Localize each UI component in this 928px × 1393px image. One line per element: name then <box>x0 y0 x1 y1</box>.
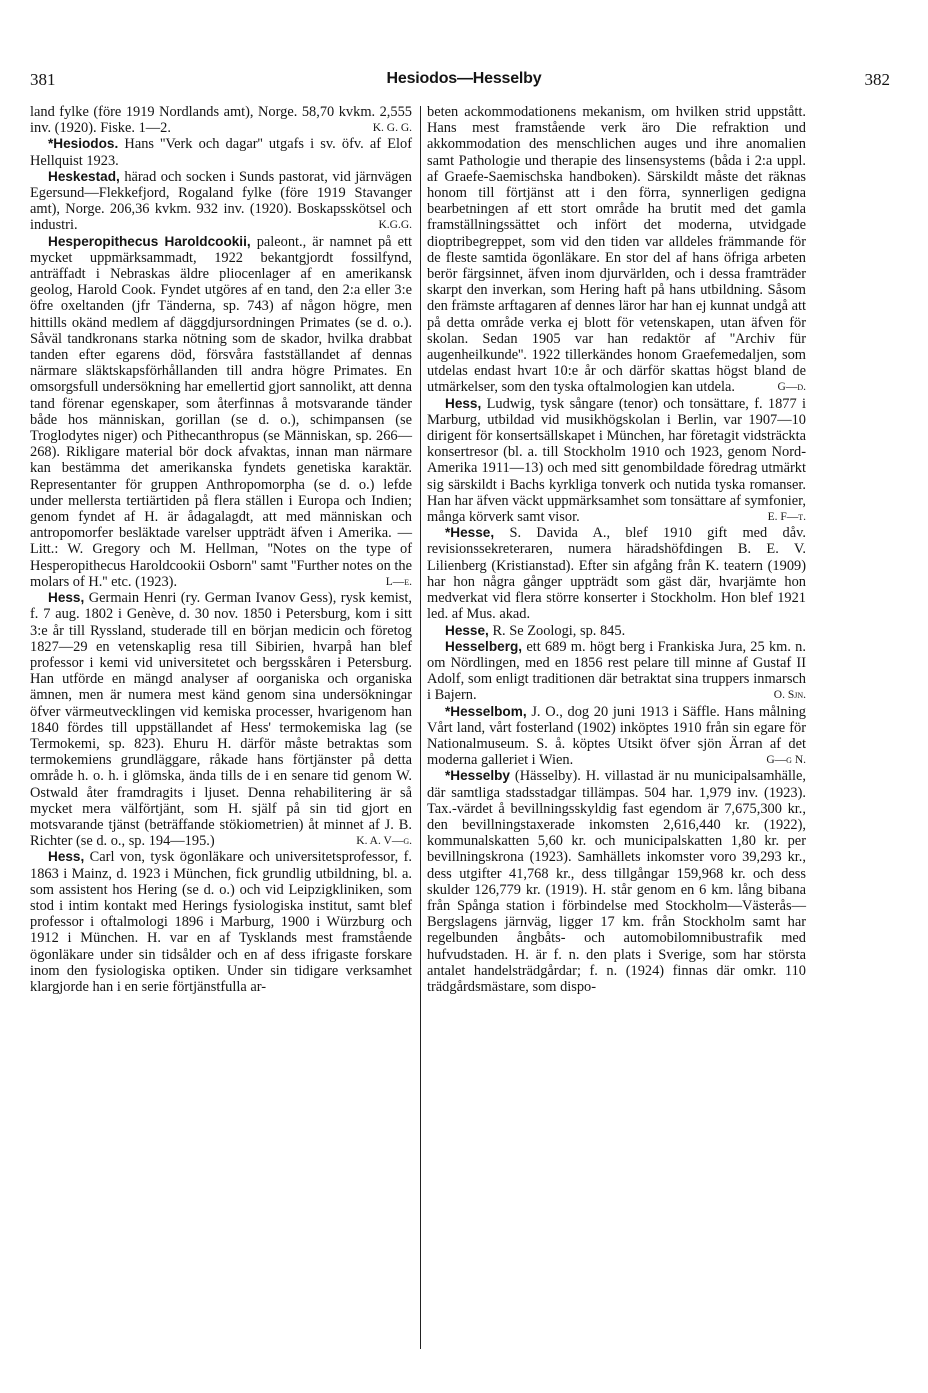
article-entry <box>30 234 412 590</box>
entry-text: S. Davida A., blef 1910 gift med dåv. revisionssekreteraren, numera häradshöfdingen B. E. V. Lilienberg (Kristianstad). Efter sin afgång från K. teatern (1909) har hon några gånger uppträdt som gäst där, hvarjämte hon medverkat vid flera större konserter i Stockholm. Hon blef 1921 led. af Mus. akad. <box>427 525 806 623</box>
entry-text: Hans ''Verk och dagar'' utgafs i sv. öfv. af Elof Hellquist 1923. <box>30 136 412 169</box>
article-entry <box>30 104 412 136</box>
column-divider <box>420 106 421 1349</box>
entry-text: (Hässelby). H. villastad är nu municipalsamhälle, där samtliga stadsstadgar tillämpas. 504 har. 1,979 inv. (1923). Tax.-värdet å bevillningsskyldig fast egendom är 7,675,300 kr., den bevillningstaxerade inkomsten 2,616,440 kr. (1922), kommunalskatten 5,60 kr. och municipalskatten 1,80 kr. per bevillningskrona (1923). Samhällets inkomster voro 39,293 kr., dess utgifter 41,768 kr., dess tillgångar 159,968 kr. och dess skulder 126,779 kr. (1919). H. står genom en 6 km. lång bibana från Spånga station i förbindelse med Stockholm—Västerås—Bergslagens järnväg, ligger 17 km. från Stockholm samt har regelbunden ångbåts- och automobilomnibustrafik med hufvudstaden. H. är f. n. den plats i Sverige, som har största antalet handelsträdgårdar; f. n. (1924) finnas där omkr. 110 trädgårdsmästare, som dispo- <box>427 768 806 995</box>
entry-headword: Hesselberg, <box>445 638 523 654</box>
author-signature: E. F—t. <box>767 511 806 524</box>
author-signature: G—g N. <box>766 754 806 767</box>
article-entry <box>427 525 806 622</box>
author-signature: O. Sjn. <box>773 689 806 702</box>
entry-text: ett 689 m. högt berg i Frankiska Jura, 25 km. n. om Nördlingen, med en 1856 rest pelare till minne af Gustaf II Adolf, som enligt traditionen där betraktat sina truppers inmarsch i Bajern. <box>427 638 806 704</box>
entry-headword: *Hesiodos. <box>48 136 119 152</box>
entry-headword: Hess, <box>445 395 482 411</box>
article-entry <box>30 590 412 849</box>
article-entry <box>30 849 412 995</box>
article-entry <box>427 104 806 396</box>
entry-text: land fylke (före 1919 Nordlands amt), Norge. 58,70 kvkm. 2,555 inv. (1920). Fiske. 1—2. <box>30 104 412 137</box>
author-signature: G—d. <box>777 381 806 394</box>
article-entry <box>427 768 806 995</box>
entry-text: J. O., dog 20 juni 1913 i Säffle. Hans målning Vårt land, vårt fosterland (1902) inköptes 1910 från sin egare för Nationalmuseum. S. å. köptes Utsikt öfver sjön Ärran af det moderna galleriet i Wien. <box>427 703 806 769</box>
article-entry <box>427 704 806 769</box>
entry-headword: Hesperopithecus Haroldcookii, <box>48 233 251 249</box>
right-column <box>427 104 806 995</box>
article-entry <box>427 396 806 526</box>
article-entry <box>30 169 412 234</box>
author-signature: K. A. V—g. <box>356 835 412 848</box>
entry-headword: Hess, <box>48 849 85 865</box>
right-page-number: 382 <box>864 70 890 89</box>
author-signature: K.G.G. <box>378 219 412 232</box>
article-entry <box>427 623 806 639</box>
entry-headword: *Hesse, <box>445 525 495 541</box>
article-entry <box>30 136 412 168</box>
entry-headword: Hess, <box>48 590 85 606</box>
entry-text: paleont., är namnet på ett mycket uppmärksammadt, 1922 bekantgjordt fossilfynd, anträffadt i Nebraskas äldre pliocenlager af en amerikansk geolog, Harold Cook. Fyndet utgöres af en tand, den 2:a eller 3:e öfre oxeltanden (jfr Tänderna, sp. 743) af någon högre, men hittills okänd medlem af däggdjursordningen Primates (se d. o.). Såväl tandkronans starka nötning som de skador, hvilka drabbat tanden efter egarens död, försvåra fastställandet af dennas närmare släktskapsförhållanden till andra högre Primates. En omsorgsfull undersökning har emellertid gjort sannolikt, att denna tand förenar egenskaper, som återfinnas å motsvarande tänder både hos människan, gorillan (se d. o.), schimpansen (se Troglodytes niger) och Pithecanthropus (se Människan, sp. 266—268). Rikligare material bör dock afvaktas, innan man närmare kan bestämma det amerikanska fyndets genetiska karaktär. Representanter för gruppen Anthropomorpha (se d. o.) lefde under mellersta tertiärtiden på flera ställen i Europa och Indien; genom fyndet af H. är ådagalagdt, att med människan och antropomorfer besläktade varelser uppträdt äfven i Amerika. — Litt.: W. Gregory och M. Hellman, ''Notes on the type of Hesperopithecus Haroldcookii Osborn'' samt ''Further notes on the molars of H.'' etc. (1923). <box>30 233 412 590</box>
entry-text: beten ackommodationens mekanism, om hvilken strid uppstått. Hans mest framstående verk äro Die refraktion und akkommodation des menschlichen auges und ihre anomalien samt Pathologie und therapie des linsensystems (båda i 2:a uppl. af Graefe-Saemischska handboken). Särskildt måste det räknas honom till förtjänst att i den förra, synnerligen gedigna bearbetningen af ett stort område ha brutit med det gamla framställningssättet och infört det moderna, utvidgade dioptribegreppet, som vid den tiden var alldeles främmande för de fleste samtida ögonläkare. En stor del af hans öfriga arbeten berör färgsinnet, äfven inom djurvärlden, och i dessa framträder skarpt den inverkan, som Hering haft på hans utbildning. Såsom den främste arftagaren af dennes läror har han ej kunnat undgå att på detta område verka ej blott för vetenskapen, utan äfven för skolan. Sedan 1905 var han redaktör af ''Archiv für augenheilkunde''. 1922 tillerkändes honom Graefemedaljen, som utdelas endast hvart 10:e år och därför skattas högst bland de utmärkelser, som den tyska oftalmologien kan utdela. <box>427 104 806 396</box>
article-entry <box>427 639 806 704</box>
author-signature: K. G. G. <box>372 122 412 135</box>
left-page-number: 381 <box>30 70 56 89</box>
left-column <box>30 104 412 995</box>
entry-text: Carl von, tysk ögonläkare och universitetsprofessor, f. 1863 i Mainz, d. 1923 i München, fick grundlig utbildning, bl. a. som assistent hos Hering (se d. o.) och vid Leipzigkliniken, som stod i intim kontakt med Herings fysiologiska institut, samt blef professor i oftalmologi 1896 i Marburg, 1900 i Würzburg och 1912 i München. H. var en af Tysklands mest framstående ögonläkare under sin tidsålder och en af dess ifrigaste forskare inom den fysiologiska optiken. Under sin tidigare verksamhet klargjorde han i en serie förtjänstfulla ar- <box>30 849 412 995</box>
entry-headword: *Hesselbom, <box>445 703 527 719</box>
running-title: Hesiodos—Hesselby <box>386 70 542 87</box>
entry-headword: *Hesselby <box>445 768 510 784</box>
entry-text: Ludwig, tysk sångare (tenor) och tonsättare, f. 1877 i Marburg, utbildad vid musikhögskolan i Berlin, var 1907—10 dirigent för konsertsällskapet i München, har företagit vidsträckta konsertresor (bl. a. till Stockholm 1910 och 1923, genom Nord-Amerika 1911—13) och med sitt genombildade föredrag utmärkt sig särskildt i Bachs kyrkliga tonverk och nutida tyska romanser. Han har äfven väckt uppmärksamhet som tonsättare af symfonier, många körverk samt visor. <box>427 395 806 526</box>
entry-text: Germain Henri (ry. German Ivanov Gess), rysk kemist, f. 7 aug. 1802 i Genève, d. 30 nov. 1850 i Petersburg, kom i sitt 3:e år till Ryssland, studerade till en början medicin och företog 1827—29 en vetenskaplig resa till Sibirien, hvarpå han blef professor i kemi vid universitetet och bergsskåren i Petersburg. Han utförde en mängd analyser af oorganiska och organiska ämnen, men är numera mest känd genom sina undersökningar öfver värmeutvecklingen vid kemiska processer, hvarigenom han 1840 fördes till uppställandet af Hess' termokemiska lag (se Termokemi, sp. 823). Ehuru H. därför måste betraktas som termokemiens grundläggare, råkade hans förtjänster på detta område h. o. h. i glömska, ända tills de i en senare tid genom W. Ostwald åter framdragits i ljuset. Denna rehabilitering är så mycket mera välförtjänt, som H. själf på sin tid gjort en motsvarande tjänst (beträffande stökiometrien) åt minnet af J. B. Richter (se d. o., sp. 194—195.) <box>30 590 412 850</box>
entry-text: härad och socken i Sunds pastorat, vid järnvägen Egersund—Flekkefjord, Rogaland fylke (före 1919 Stavanger amt), Norge. 206,36 kvkm. 932 inv. (1920). Boskapsskötsel och industri. <box>30 168 412 234</box>
author-signature: L—e. <box>385 575 412 588</box>
entry-headword: Heskestad, <box>48 168 120 184</box>
entry-headword: Hesse, <box>445 622 489 638</box>
entry-text: R. Se Zoologi, sp. 845. <box>492 622 626 639</box>
